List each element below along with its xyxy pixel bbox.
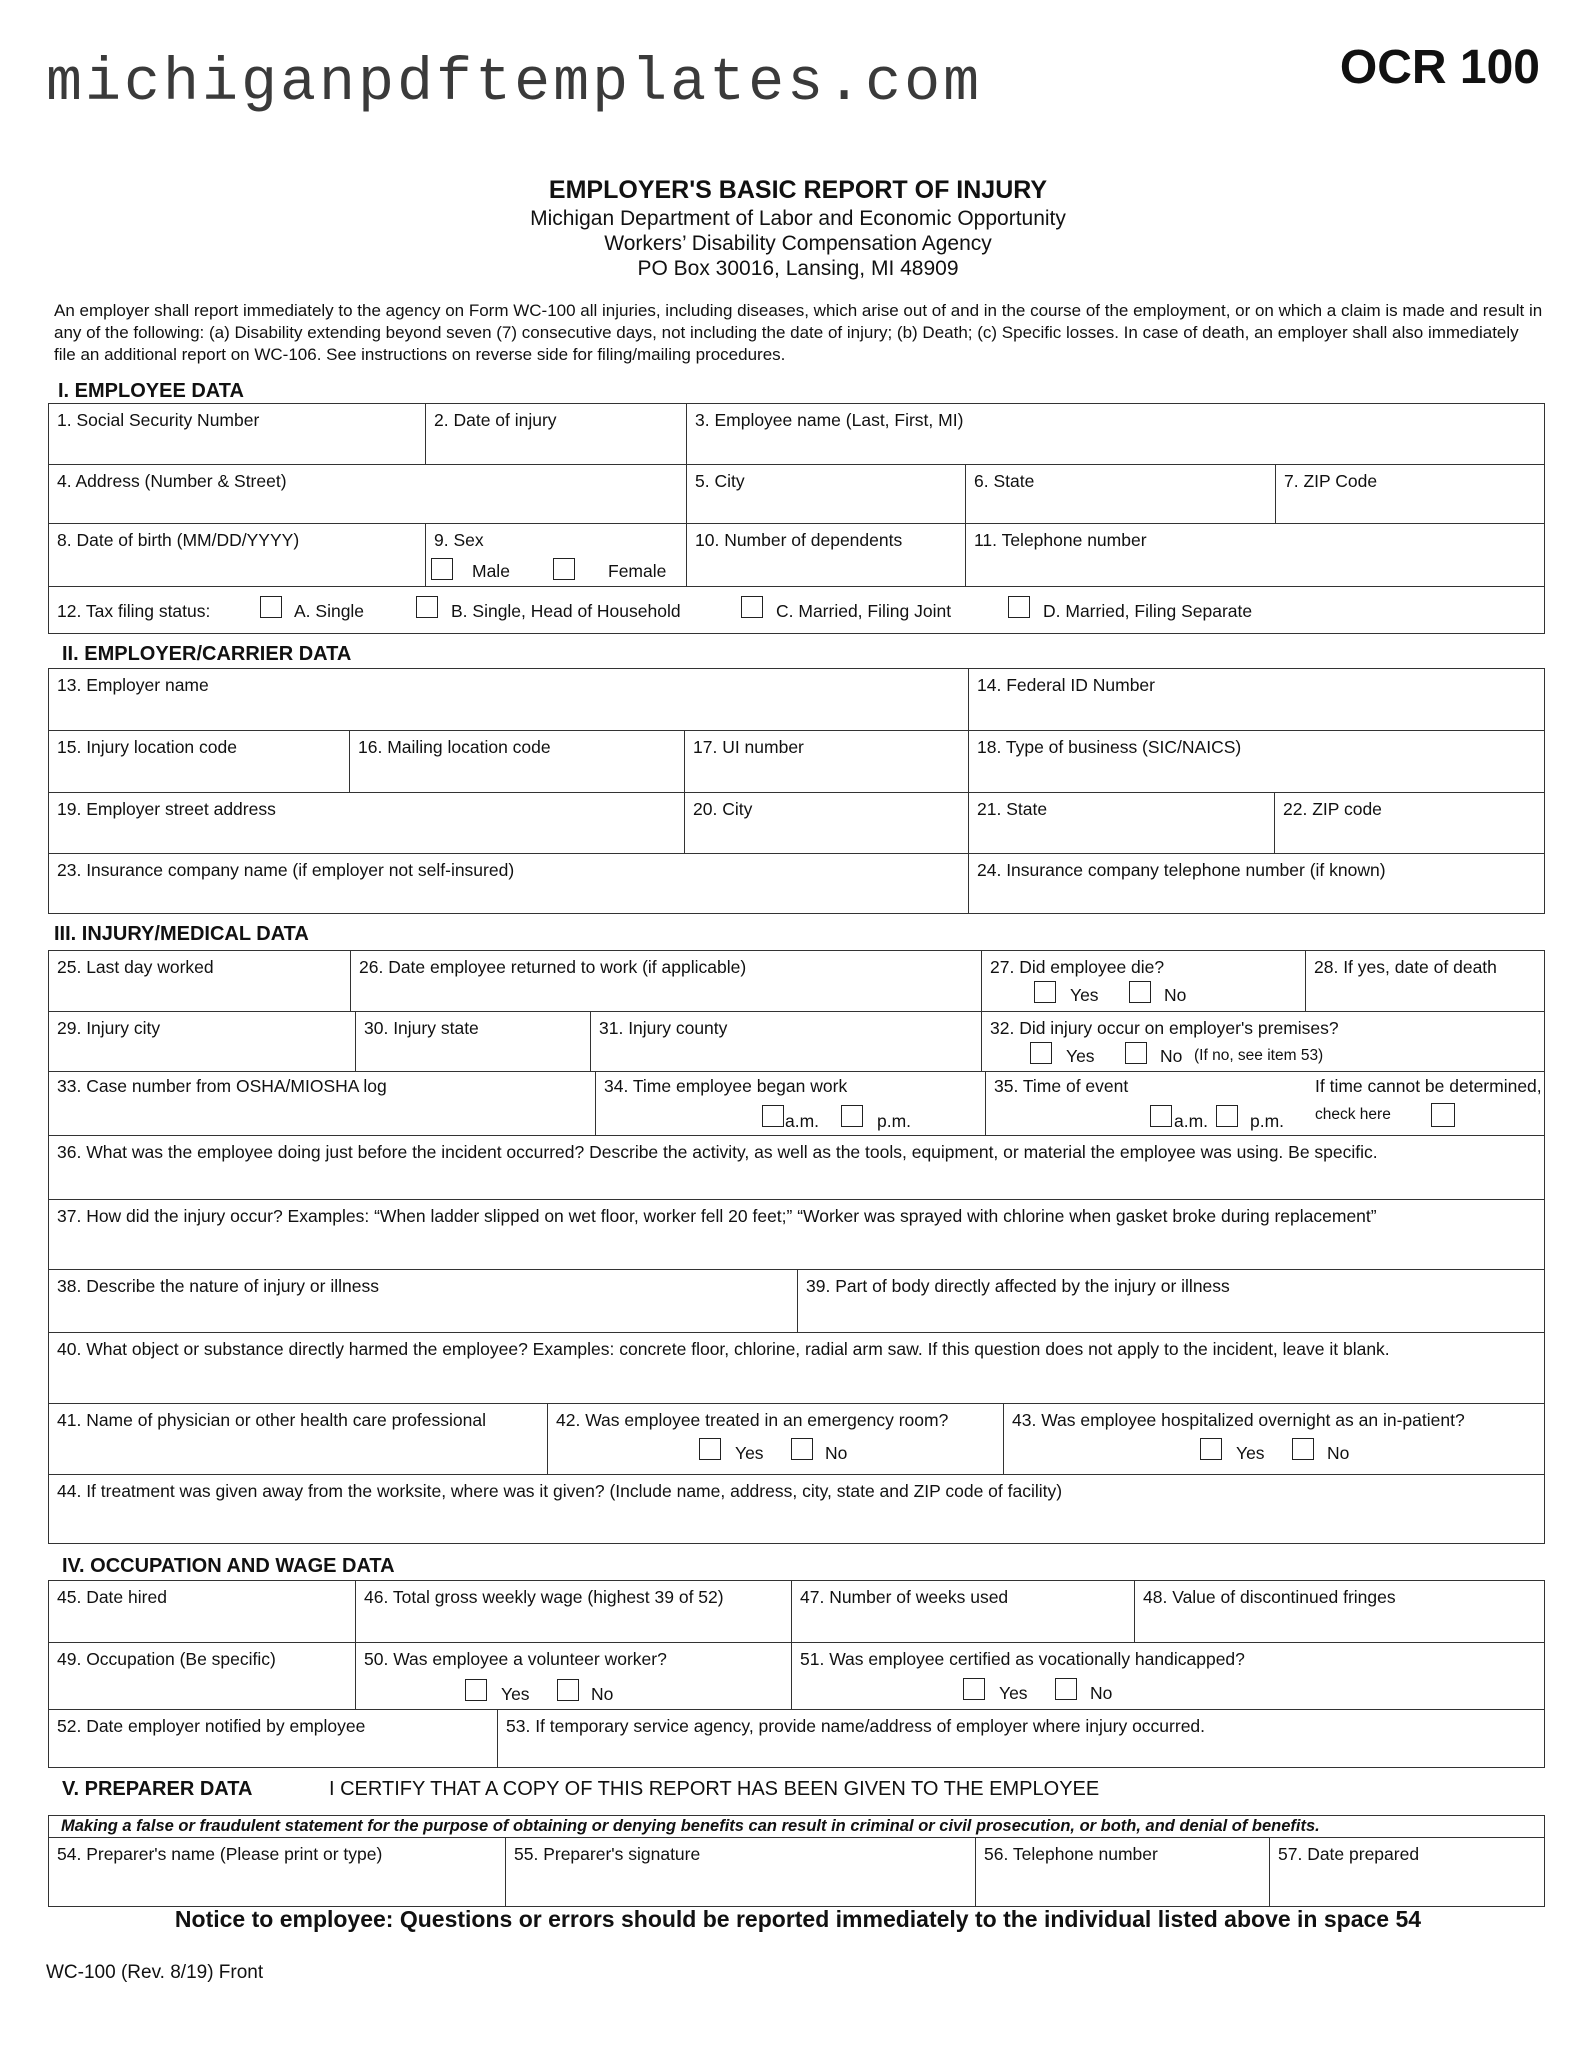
business-type-label: 18. Type of business (SIC/NAICS) (977, 737, 1242, 757)
single-label: A. Single (294, 601, 365, 621)
body-part-label: 39. Part of body directly affected by the injury or illness (806, 1276, 1230, 1296)
employer-premises-label: 32. Did injury occur on employer's premises? (990, 1018, 1339, 1038)
section-injury-medical-data: III. INJURY/MEDICAL DATA (54, 923, 309, 945)
married-separate-label: D. Married, Filing Separate (1043, 601, 1253, 621)
insurance-phone-field[interactable] (968, 854, 1544, 913)
handicapped-yes-label: Yes (999, 1683, 1028, 1703)
employer-state-field[interactable] (968, 793, 1274, 854)
died-no-checkbox[interactable] (1129, 981, 1151, 1003)
handicapped-yes-checkbox[interactable] (963, 1678, 985, 1700)
last-day-worked-label: 25. Last day worked (57, 957, 214, 977)
how-injury-occurred-label: 37. How did the injury occur? Examples: “When ladder slipped on wet floor, worker fell 20 feet;” “Worker was sprayed with chlorine when gasket broke during replacement” (57, 1206, 1377, 1226)
began-pm-checkbox[interactable] (841, 1105, 863, 1127)
certify-statement: I CERTIFY THAT A COPY OF THIS REPORT HAS BEEN GIVEN TO THE EMPLOYEE (329, 1778, 1100, 1800)
single-checkbox[interactable] (260, 596, 282, 618)
ssn-label: 1. Social Security Number (57, 410, 260, 430)
time-of-event-label: 35. Time of event (994, 1076, 1129, 1096)
tax-filing-label: 12. Tax filing status: (57, 601, 211, 621)
watermark: michiganpdftemplates.com (46, 50, 983, 118)
died-yes-label: Yes (1070, 985, 1099, 1005)
insurance-company-field[interactable] (49, 854, 968, 913)
premises-no-checkbox[interactable] (1125, 1042, 1147, 1064)
injury-state-field[interactable] (355, 1012, 590, 1072)
injury-city-label: 29. Injury city (57, 1018, 161, 1038)
table-row (49, 951, 1544, 1011)
preparer-telephone-label: 56. Telephone number (984, 1844, 1158, 1864)
injury-city-field[interactable] (49, 1012, 355, 1072)
time-of-event-field (985, 1072, 1307, 1136)
discontinued-fringes-label: 48. Value of discontinued fringes (1143, 1587, 1396, 1607)
weekly-wage-field[interactable] (355, 1581, 791, 1642)
table-row (49, 1403, 1544, 1475)
premises-note: (If no, see item 53) (1194, 1047, 1324, 1064)
injury-location-code-field[interactable] (49, 731, 349, 793)
table-row (49, 1837, 1544, 1906)
date-prepared-label: 57. Date prepared (1278, 1844, 1420, 1864)
died-no-label: No (1164, 985, 1187, 1005)
table-row (49, 464, 1544, 524)
female-checkbox[interactable] (553, 558, 575, 580)
physician-name-label: 41. Name of physician or other health care professional (57, 1410, 486, 1430)
temp-agency-field[interactable] (497, 1710, 1544, 1767)
last-day-worked-field[interactable] (49, 951, 350, 1011)
male-label: Male (472, 561, 510, 581)
business-type-field[interactable] (968, 731, 1544, 793)
table-row (49, 1269, 1544, 1333)
hospitalized-no-label: No (1327, 1443, 1350, 1463)
city-label: 5. City (695, 471, 745, 491)
weeks-used-label: 47. Number of weeks used (800, 1587, 1009, 1607)
intro-paragraph: An employer shall report immediately to the agency on Form WC-100 all injuries, including diseases, which arise out of and in the course of the employment, or on which a claim is made and result in any of the following: (a) Disability extending beyond seven (7) consecutive days, not including the date of injury; (b) Death; (c) Specific losses. In case of death, an employer shall also immediately file an additional report on WC-106. See instructions on reverse side for filing/mailing procedures. (54, 301, 1543, 364)
began-am-label: a.m. (785, 1111, 820, 1131)
premises-yes-label: Yes (1066, 1046, 1095, 1066)
injury-county-field[interactable] (590, 1012, 981, 1072)
date-of-injury-field[interactable] (425, 404, 686, 464)
injury-state-label: 30. Injury state (364, 1018, 479, 1038)
osha-case-label: 33. Case number from OSHA/MIOSHA log (57, 1076, 387, 1096)
time-undetermined-label: If time cannot be determined, (1315, 1076, 1542, 1096)
date-notified-field[interactable] (49, 1710, 497, 1767)
fraud-warning: Making a false or fraudulent statement for the purpose of obtaining or denying benefits can result in criminal or civil prosecution, or both, and denial of benefits. (61, 1817, 1320, 1835)
sex-field (425, 524, 686, 587)
volunteer-no-label: No (591, 1684, 614, 1704)
employer-city-field[interactable] (684, 793, 968, 854)
preparer-name-label: 54. Preparer's name (Please print or type) (57, 1844, 383, 1864)
form-code: OCR 100 (1339, 41, 1540, 94)
volunteer-worker-field (355, 1643, 791, 1710)
began-work-field (595, 1072, 985, 1136)
head-of-household-checkbox[interactable] (416, 596, 438, 618)
employer-zip-label: 22. ZIP code (1283, 799, 1382, 819)
nature-of-injury-field[interactable] (49, 1270, 797, 1333)
city-field[interactable] (686, 465, 965, 524)
married-joint-checkbox[interactable] (741, 596, 763, 618)
agency-address: PO Box 30016, Lansing, MI 48909 (637, 257, 959, 280)
insurance-company-label: 23. Insurance company name (if employer not self-insured) (57, 860, 515, 880)
event-am-label: a.m. (1174, 1111, 1209, 1131)
activity-before-incident-label: 36. What was the employee doing just before the incident occurred? Describe the activity, as well as the tools, equipment, or material the employee was using. Be specific. (57, 1142, 1378, 1162)
vocationally-handicapped-label: 51. Was employee certified as vocationally handicapped? (800, 1649, 1245, 1669)
volunteer-yes-label: Yes (501, 1684, 530, 1704)
returned-to-work-field[interactable] (350, 951, 981, 1011)
date-of-death-field[interactable] (1305, 951, 1544, 1011)
weeks-used-field[interactable] (791, 1581, 1134, 1642)
hospitalized-yes-checkbox[interactable] (1200, 1438, 1222, 1460)
federal-id-field[interactable] (968, 669, 1544, 730)
employer-name-field[interactable] (49, 669, 968, 730)
volunteer-no-checkbox[interactable] (557, 1679, 579, 1701)
employer-premises-field (981, 1012, 1544, 1072)
preparer-table (48, 1815, 1545, 1907)
date-hired-field[interactable] (49, 1581, 355, 1642)
weekly-wage-label: 46. Total gross weekly wage (highest 39 of 52) (364, 1587, 724, 1607)
ui-number-label: 17. UI number (693, 737, 804, 757)
female-label: Female (608, 561, 667, 581)
date-hired-label: 45. Date hired (57, 1587, 167, 1607)
date-of-death-label: 28. If yes, date of death (1314, 957, 1497, 977)
osha-case-field[interactable] (49, 1072, 595, 1136)
employee-name-label: 3. Employee name (Last, First, MI) (695, 410, 964, 430)
date-notified-label: 52. Date employer notified by employee (57, 1716, 366, 1736)
er-yes-label: Yes (735, 1443, 764, 1463)
check-here-label: check here (1315, 1106, 1391, 1123)
handicapped-no-label: No (1090, 1683, 1113, 1703)
treatment-location-label: 44. If treatment was given away from the worksite, where was it given? (Include name, address, city, state and ZIP code of facility) (57, 1481, 1063, 1501)
employer-name-label: 13. Employer name (57, 675, 209, 695)
table-row (49, 730, 1544, 793)
table-row (49, 1071, 1544, 1136)
table-row (49, 1332, 1544, 1404)
ui-number-field[interactable] (684, 731, 968, 793)
object-substance-field[interactable] (49, 1333, 1544, 1404)
ssn-field[interactable] (49, 404, 425, 464)
state-field[interactable] (965, 465, 1275, 524)
emergency-room-label: 42. Was employee treated in an emergency room? (556, 1410, 949, 1430)
table-row (49, 1642, 1544, 1710)
time-undetermined-field (1307, 1072, 1544, 1136)
section-occupation-wage-data: IV. OCCUPATION AND WAGE DATA (62, 1555, 395, 1577)
employer-street-field[interactable] (49, 793, 684, 854)
er-yes-checkbox[interactable] (699, 1438, 721, 1460)
employer-zip-field[interactable] (1274, 793, 1544, 854)
address-label: 4. Address (Number & Street) (57, 471, 287, 491)
employer-carrier-table (48, 668, 1545, 914)
married-separate-checkbox[interactable] (1008, 596, 1030, 618)
address-field[interactable] (49, 465, 686, 524)
dependents-field[interactable] (686, 524, 965, 587)
agency-line-1: Michigan Department of Labor and Economic Opportunity (530, 207, 1066, 230)
table-row (49, 1135, 1544, 1200)
event-pm-label: p.m. (1250, 1111, 1285, 1131)
employee-die-field (981, 951, 1305, 1011)
premises-yes-checkbox[interactable] (1030, 1042, 1052, 1064)
preparer-signature-label: 55. Preparer's signature (514, 1844, 701, 1864)
agency-line-2: Workers’ Disability Compensation Agency (604, 232, 992, 255)
injury-medical-table (48, 950, 1545, 1544)
volunteer-yes-checkbox[interactable] (465, 1679, 487, 1701)
activity-before-incident-field[interactable] (49, 1136, 1544, 1200)
date-of-injury-label: 2. Date of injury (434, 410, 557, 430)
date-of-birth-label: 8. Date of birth (MM/DD/YYYY) (57, 530, 300, 550)
occupation-label: 49. Occupation (Be specific) (57, 1649, 276, 1669)
returned-to-work-label: 26. Date employee returned to work (if applicable) (359, 957, 747, 977)
occupation-wage-table (48, 1580, 1545, 1768)
dependents-label: 10. Number of dependents (695, 530, 903, 550)
occupation-field[interactable] (49, 1643, 355, 1710)
employee-notice: Notice to employee: Questions or errors should be reported immediately to the individual listed above in space 54 (174, 1906, 1422, 1932)
preparer-name-field[interactable] (49, 1838, 505, 1906)
mailing-location-code-label: 16. Mailing location code (358, 737, 551, 757)
table-row (49, 1581, 1544, 1642)
form-title: EMPLOYER'S BASIC REPORT OF INJURY (548, 176, 1048, 204)
date-prepared-field[interactable] (1269, 1838, 1544, 1906)
zip-field[interactable] (1275, 465, 1544, 524)
died-yes-checkbox[interactable] (1034, 981, 1056, 1003)
hospitalized-yes-label: Yes (1236, 1443, 1265, 1463)
time-undetermined-checkbox[interactable] (1431, 1103, 1455, 1127)
married-joint-label: C. Married, Filing Joint (776, 601, 952, 621)
sex-label: 9. Sex (434, 530, 484, 550)
table-row (49, 792, 1544, 854)
vocationally-handicapped-field (791, 1643, 1544, 1710)
section-employer-carrier-data: II. EMPLOYER/CARRIER DATA (62, 643, 352, 665)
table-row (49, 404, 1544, 464)
began-work-label: 34. Time employee began work (604, 1076, 848, 1096)
er-no-label: No (825, 1443, 848, 1463)
federal-id-label: 14. Federal ID Number (977, 675, 1155, 695)
preparer-signature-field[interactable] (505, 1838, 975, 1906)
hospitalized-no-checkbox[interactable] (1292, 1438, 1314, 1460)
state-label: 6. State (974, 471, 1035, 491)
table-row (49, 523, 1544, 587)
warning-row (49, 1816, 1544, 1837)
employee-name-field[interactable] (686, 404, 1544, 464)
section-employee-data: I. EMPLOYEE DATA (58, 380, 244, 402)
zip-label: 7. ZIP Code (1284, 471, 1378, 491)
section-preparer-data: V. PREPARER DATA (62, 1778, 253, 1800)
employer-city-label: 20. City (693, 799, 753, 819)
table-row (49, 853, 1544, 913)
volunteer-worker-label: 50. Was employee a volunteer worker? (364, 1649, 667, 1669)
handicapped-no-checkbox[interactable] (1055, 1678, 1077, 1700)
event-pm-checkbox[interactable] (1216, 1105, 1238, 1127)
er-no-checkbox[interactable] (791, 1438, 813, 1460)
form-revision: WC-100 (Rev. 8/19) Front (46, 1962, 264, 1983)
employee-data-table (48, 403, 1545, 634)
hospitalized-label: 43. Was employee hospitalized overnight as an in-patient? (1012, 1410, 1465, 1430)
discontinued-fringes-field[interactable] (1134, 1581, 1544, 1642)
emergency-room-field (547, 1404, 1003, 1475)
telephone-label: 11. Telephone number (974, 530, 1147, 550)
table-row (49, 1011, 1544, 1072)
premises-no-label: No (1160, 1046, 1183, 1066)
mailing-location-code-field[interactable] (349, 731, 684, 793)
temp-agency-label: 53. If temporary service agency, provide name/address of employer where injury occurred. (506, 1716, 1206, 1736)
treatment-location-field[interactable] (49, 1475, 1544, 1543)
injury-county-label: 31. Injury county (599, 1018, 728, 1038)
event-am-checkbox[interactable] (1150, 1105, 1172, 1127)
table-row (49, 1474, 1544, 1543)
table-row (49, 586, 1544, 633)
began-am-checkbox[interactable] (762, 1105, 784, 1127)
hospitalized-field (1003, 1404, 1544, 1475)
telephone-field[interactable] (965, 524, 1544, 587)
object-substance-label: 40. What object or substance directly harmed the employee? Examples: concrete floor, chlorine, radial arm saw. If this question does not apply to the incident, leave it blank. (57, 1339, 1390, 1359)
preparer-telephone-field[interactable] (975, 1838, 1269, 1906)
employee-die-label: 27. Did employee die? (990, 957, 1165, 977)
nature-of-injury-label: 38. Describe the nature of injury or illness (57, 1276, 379, 1296)
date-of-birth-field[interactable] (49, 524, 425, 587)
employer-state-label: 21. State (977, 799, 1048, 819)
how-injury-occurred-field[interactable] (49, 1200, 1544, 1270)
employer-street-label: 19. Employer street address (57, 799, 276, 819)
began-pm-label: p.m. (877, 1111, 912, 1131)
table-row (49, 1709, 1544, 1767)
body-part-field[interactable] (797, 1270, 1544, 1333)
table-row (49, 669, 1544, 730)
insurance-phone-label: 24. Insurance company telephone number (if known) (977, 860, 1386, 880)
injury-location-code-label: 15. Injury location code (57, 737, 237, 757)
head-of-household-label: B. Single, Head of Household (451, 601, 681, 621)
table-row (49, 1199, 1544, 1270)
male-checkbox[interactable] (431, 558, 453, 580)
physician-name-field[interactable] (49, 1404, 547, 1475)
tax-filing-status-field (49, 587, 1544, 633)
